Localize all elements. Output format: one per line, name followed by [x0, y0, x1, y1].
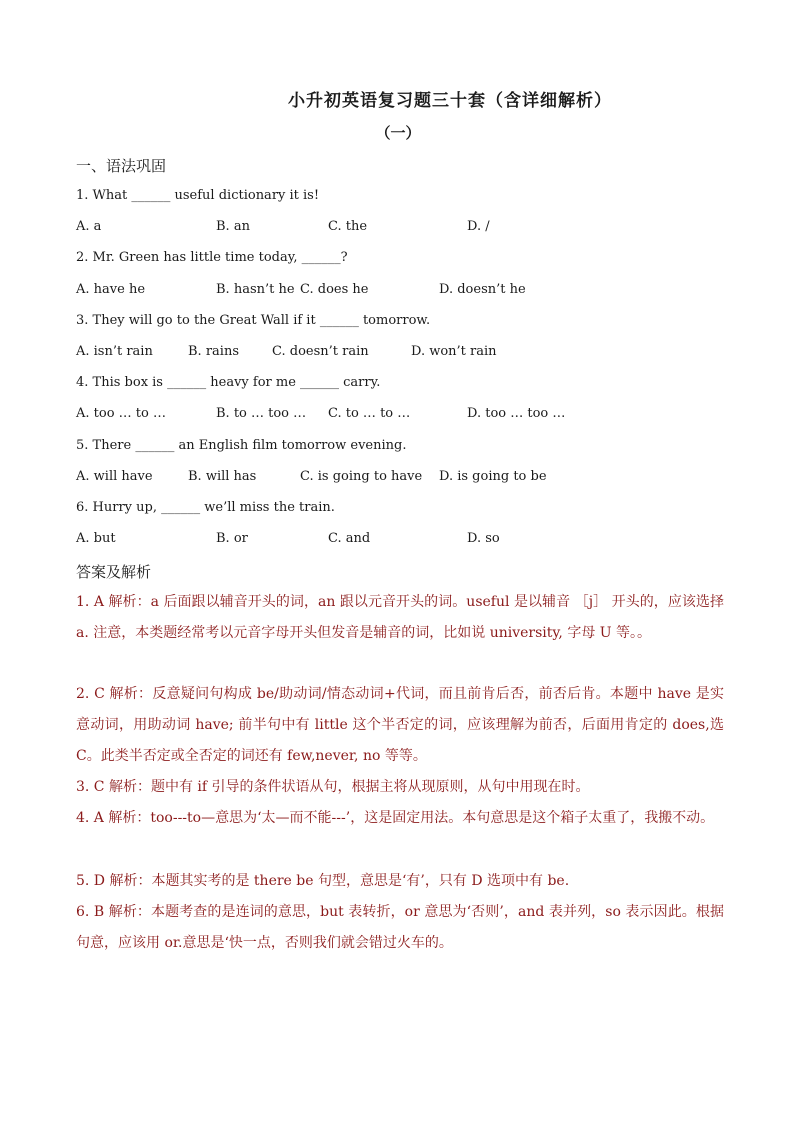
option-d: D. /	[467, 219, 490, 234]
option-a: A. but	[76, 531, 116, 546]
option-b: B. or	[216, 531, 248, 546]
question-options	[76, 531, 736, 551]
section-heading: 一、语法巩固	[76, 157, 167, 175]
option-c: C. is going to have	[300, 469, 423, 484]
question-stem: 5. There ______ an English film tomorrow evening.	[76, 438, 407, 453]
explanation-item: 6. B 解析：本题考查的是连词的意思，but 表转折，or 意思为‘否则’，and 表并列，so 表示因此。根据句意，应该用 or.意思是‘快一点，否则我们就会错过火车的。	[76, 904, 724, 951]
option-b: B. an	[216, 219, 250, 234]
option-b: B. hasn’t he	[216, 282, 295, 297]
option-a: A. a	[76, 219, 102, 234]
option-d: D. too … too …	[467, 406, 566, 421]
option-a: A. have he	[76, 282, 146, 297]
question-options	[76, 344, 736, 364]
option-b: B. to … too …	[216, 406, 307, 421]
question-stem: 1. What ______ useful dictionary it is!	[76, 188, 320, 203]
document-subtitle: （一）	[375, 124, 421, 142]
question-stem: 4. This box is ______ heavy for me ______ carry.	[76, 375, 381, 390]
option-a: A. too … to …	[76, 406, 166, 421]
question-stem: 2. Mr. Green has little time today, ______?	[76, 250, 348, 265]
option-c: C. doesn’t rain	[272, 344, 369, 359]
option-c: C. does he	[300, 282, 369, 297]
question-options	[76, 282, 736, 302]
option-a: A. will have	[76, 469, 153, 484]
option-d: D. so	[467, 531, 500, 546]
option-a: A. isn’t rain	[76, 344, 153, 359]
option-c: C. and	[328, 531, 371, 546]
question-options	[76, 469, 736, 489]
question-options	[76, 219, 736, 239]
question-stem: 3. They will go to the Great Wall if it ______ tomorrow.	[76, 313, 431, 328]
explanation-item: 3. C 解析：题中有 if 引导的条件状语从句，根据主将从现原则，从句中用现在时。	[76, 779, 590, 795]
question-options	[76, 406, 736, 426]
explanation-item: 1. A 解析：a 后面跟以辅音开头的词，an 跟以元音开头的词。useful 是以辅音 ［j］ 开头的，应该选择 a. 注意，本类题经常考以元音字母开头但发音是辅音的词，比如说 university, 字母 U 等。。	[76, 594, 724, 641]
explanation-item: 5. D 解析：本题其实考的是 there be 句型，意思是‘有’，只有 D 选项中有 be.	[76, 873, 570, 889]
answers-heading: 答案及解析	[76, 563, 152, 581]
explanation-item: 4. A 解析：too---to—意思为‘太—而不能---’，这是固定用法。本句意思是这个箱子太重了，我搬不动。	[76, 810, 715, 826]
question-stem: 6. Hurry up, ______ we’ll miss the train.	[76, 500, 335, 515]
document-title: 小升初英语复习题三十套（含详细解析）	[288, 91, 612, 111]
option-d: D. doesn’t he	[439, 282, 526, 297]
option-d: D. is going to be	[439, 469, 547, 484]
option-c: C. to … to …	[328, 406, 411, 421]
option-b: B. rains	[188, 344, 239, 359]
option-c: C. the	[328, 219, 368, 234]
explanation-item: 2. C 解析：反意疑问句构成 be/助动词/情态动词+代词，而且前肯后否，前否后肯。本题中 have 是实意动词，用助动词 have; 前半句中有 little 这个半否定的词，应该理解为前否，后面用肯定的 does,选 C。此类半否定或全否定的词还有 few,never, no 等等。	[76, 686, 724, 764]
option-b: B. will has	[188, 469, 257, 484]
option-d: D. won’t rain	[411, 344, 497, 359]
